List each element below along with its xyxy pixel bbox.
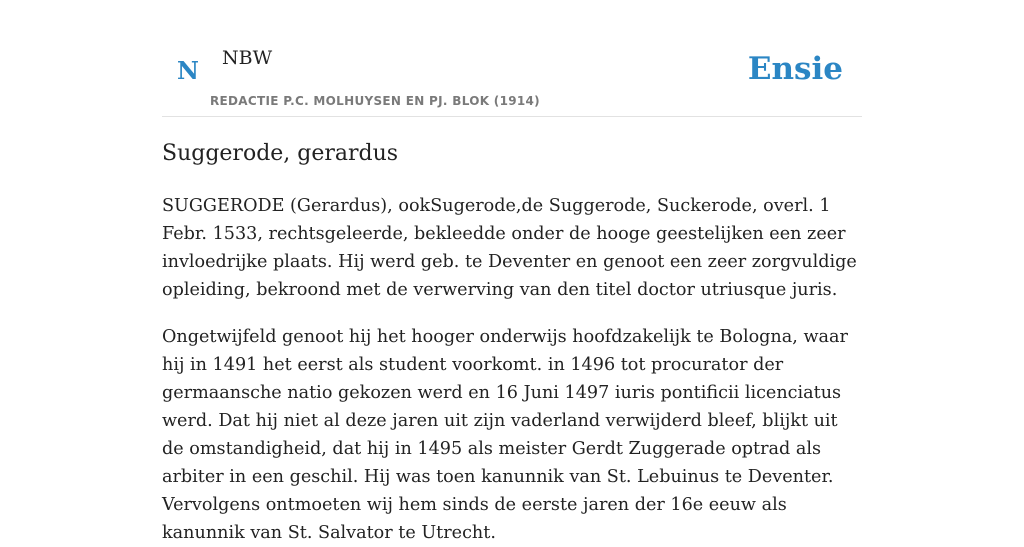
entry-paragraph: Ongetwijfeld genoot hij het hooger onderwijs hoofdzakelijk te Bologna, waar hij in 1491 het eerst als student voorkomt. in 1496 tot procurator der germaansche natio gekozen werd en 16 Juni 1497 iuris pontificii licenciatus werd. Dat hij niet al deze jaren uit zijn vaderland verwijderd bleef, blijkt uit de omstandigheid, dat hij in 1495 als meister Gerdt Zuggerade optrad als arbiter in een geschil. Hij was toen kanunnik van St. Lebuinus te Deventer. Vervolgens ontmoeten wij hem sinds de eerste jaren der 16e eeuw als kanunnik van St. Salvator te Utrecht.: [162, 327, 848, 543]
entry-paragraph: SUGGERODE (Gerardus), ookSugerode,de Suggerode, Suckerode, overl. 1 Febr. 1533, rechtsgeleerde, bekleedde onder de hooge geestelijken een zeer invloedrijke plaats. Hij werd geb. te Deventer en genoot een zeer zorgvuldige opleiding, bekroond met de verwerving van den titel doctor utriusque juris.: [162, 196, 857, 300]
source-header: [162, 0, 862, 117]
source-title[interactable]: NBW: [222, 47, 273, 69]
source-subtitle: REDACTIE P.C. MOLHUYSEN EN PJ. BLOK (1914): [210, 94, 540, 108]
source-logo-icon: N: [177, 56, 199, 85]
entry-content: [162, 138, 862, 547]
entry-title: Suggerode, gerardus: [162, 141, 399, 166]
brand-logo-link[interactable]: Ensie: [747, 51, 843, 87]
